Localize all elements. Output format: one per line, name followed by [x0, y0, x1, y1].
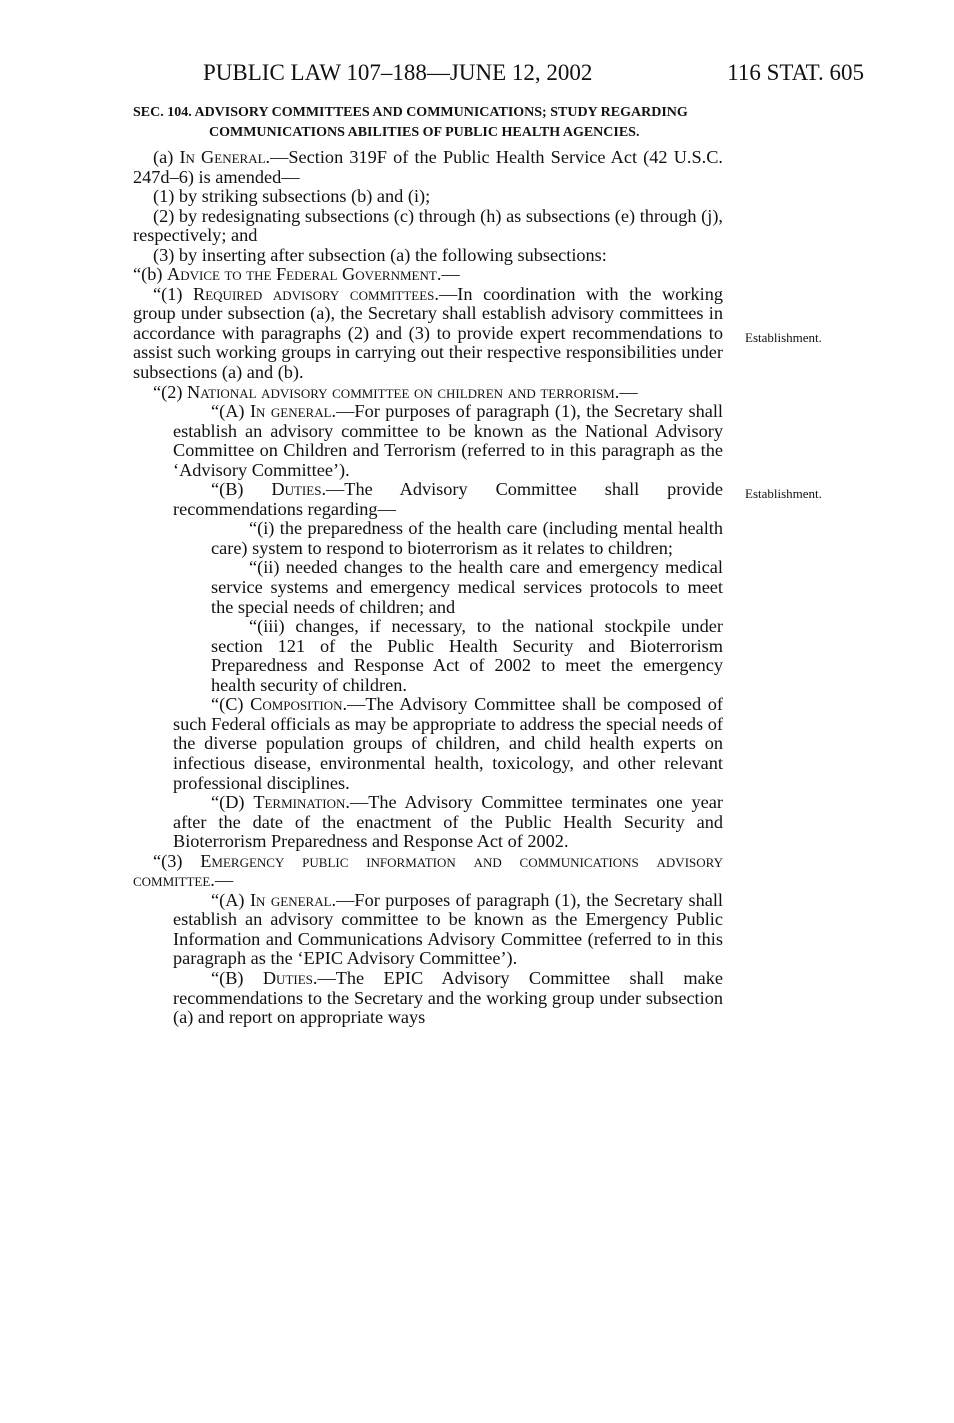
- subparagraph-b2A: [133, 402, 723, 480]
- paragraph-b2-label: “(2): [153, 381, 188, 402]
- paragraph-a1: (1) by striking subsections (b) and (i);: [153, 186, 431, 207]
- subparagraph-b2D-text: .—The Advisory Committee terminates one year after the date of the enactment of the Public Health Security and Bioterrorism Preparedness and Response Act of 2002.: [173, 792, 723, 852]
- statute-body: [133, 103, 723, 1028]
- clause-b2B-ii: “(ii) needed changes to the health care and emergency medical service systems and emergency medical services protocols to meet the special needs of children; and: [211, 557, 723, 617]
- section-heading: SEC. 104. ADVISORY COMMITTEES AND COMMUNICATIONS; STUDY REGARDING COMMUNICATIONS ABILITIES OF PUBLIC HEALTH AGENCIES.: [133, 105, 688, 140]
- subparagraph-b2B-text: .—The Advisory Committee shall provide recommendations regarding—: [173, 479, 724, 519]
- clause-b2B-iii: “(iii) changes, if necessary, to the national stockpile under section 121 of the Public Health Security and Bioterrorism Preparedness and Response Act of 2002 to meet the emergency health security of children.: [211, 616, 723, 695]
- margin-note-establishment-1: Establishment.: [745, 330, 822, 345]
- subparagraph-b2A-label: “(A): [211, 401, 250, 422]
- paragraph-b1-label: “(1): [153, 283, 194, 304]
- subparagraph-b2C: [133, 695, 723, 793]
- paragraph-b2-heading-line: [133, 383, 723, 403]
- subparagraph-b3A-label: “(A): [211, 889, 250, 910]
- subparagraph-b2A-text: .—For purposes of paragraph (1), the Secretary shall establish an advisory committee to be known as the National Advisory Committee on Children and Terrorism (referred to in this paragraph as the ‘Advisory Committee’).: [173, 401, 724, 480]
- statute-page-number: 116 STAT. 605: [727, 60, 864, 85]
- subparagraph-b2C-text: .—The Advisory Committee shall be composed of such Federal officials as may be appropriate to address the special needs of the diverse population groups of children, and child health experts on infectious disease, environmental health, toxicology, and other relevant professional disciplines.: [173, 694, 723, 793]
- subparagraph-b2C-heading: Composition: [250, 694, 343, 715]
- subsection-b-heading-line: [133, 265, 723, 285]
- subparagraph-b2D-heading: Termination: [253, 792, 346, 813]
- paragraph-b1-text: .—In coordination with the working group under subsection (a), the Secretary shall establish advisory committees in accordance with paragraphs (2) and (3) to provide expert recommendations to assist such working groups in carrying out their respective responsibilities under subsections (a) and (b).: [133, 283, 723, 383]
- running-head-title: PUBLIC LAW 107–188—JUNE 12, 2002: [203, 60, 593, 85]
- subparagraph-b2B-heading: Duties: [271, 479, 322, 500]
- paragraph-b1-heading: Required advisory committees: [193, 283, 435, 304]
- subsection-a-heading: In General: [179, 147, 266, 167]
- paragraph-b2-heading: National advisory committee on children and terrorism: [187, 381, 615, 402]
- subsection-a-label: (a): [153, 147, 180, 167]
- subparagraph-b3B-label: “(B): [211, 967, 263, 988]
- paragraph-b1: [133, 285, 723, 383]
- clause-b2B-i: “(i) the preparedness of the health care (including mental health care) system to respond to bioterrorism as it relates to children;: [211, 518, 723, 558]
- subparagraph-b3B-text: .—The EPIC Advisory Committee shall make recommendations to the Secretary and the working group under subsection (a) and report on appropriate ways: [173, 967, 723, 1028]
- paragraph-b2-dash: .—: [614, 381, 638, 402]
- subsection-b-dash: .—: [436, 264, 460, 285]
- subsection-b-label: “(b): [133, 264, 168, 285]
- margin-note-establishment-2: Establishment.: [745, 486, 822, 501]
- running-head: [0, 58, 954, 88]
- paragraph-b3-heading: Emergency public information and communications advisory committee: [133, 850, 723, 891]
- subsection-a: [133, 148, 723, 187]
- subparagraph-b2A-heading: In general: [249, 401, 332, 422]
- paragraph-a3: (3) by inserting after subsection (a) the following subsections:: [153, 244, 607, 265]
- paragraph-b3-dash: .—: [210, 870, 234, 891]
- subparagraph-b3B-heading: Duties: [262, 967, 313, 988]
- subparagraph-b2B: [133, 480, 723, 519]
- paragraph-b3-label: “(3): [153, 850, 201, 871]
- subsection-a-text: .—Section 319F of the Public Health Service Act (42 U.S.C. 247d–6) is amended—: [133, 147, 723, 187]
- subparagraph-b3A-heading: In general: [249, 889, 332, 910]
- subsection-b-heading: Advice to the Federal Government: [167, 264, 437, 285]
- subparagraph-b2B-label: “(B): [211, 479, 272, 500]
- subparagraph-b3A: [133, 891, 723, 969]
- subparagraph-b3A-text: .—For purposes of paragraph (1), the Secretary shall establish an advisory committee to be known as the Emergency Public Information and Communications Advisory Committee (referred to in this paragraph as the ‘EPIC Advisory Committee’).: [173, 889, 724, 969]
- paragraph-b3-heading-line: [133, 852, 723, 891]
- subparagraph-b2D: [133, 793, 723, 852]
- subparagraph-b2D-label: “(D): [211, 792, 254, 813]
- subparagraph-b2C-label: “(C): [211, 694, 251, 715]
- paragraph-a2: (2) by redesignating subsections (c) through (h) as subsections (e) through (j), respectively; and: [133, 205, 723, 246]
- subparagraph-b3B: [133, 969, 723, 1028]
